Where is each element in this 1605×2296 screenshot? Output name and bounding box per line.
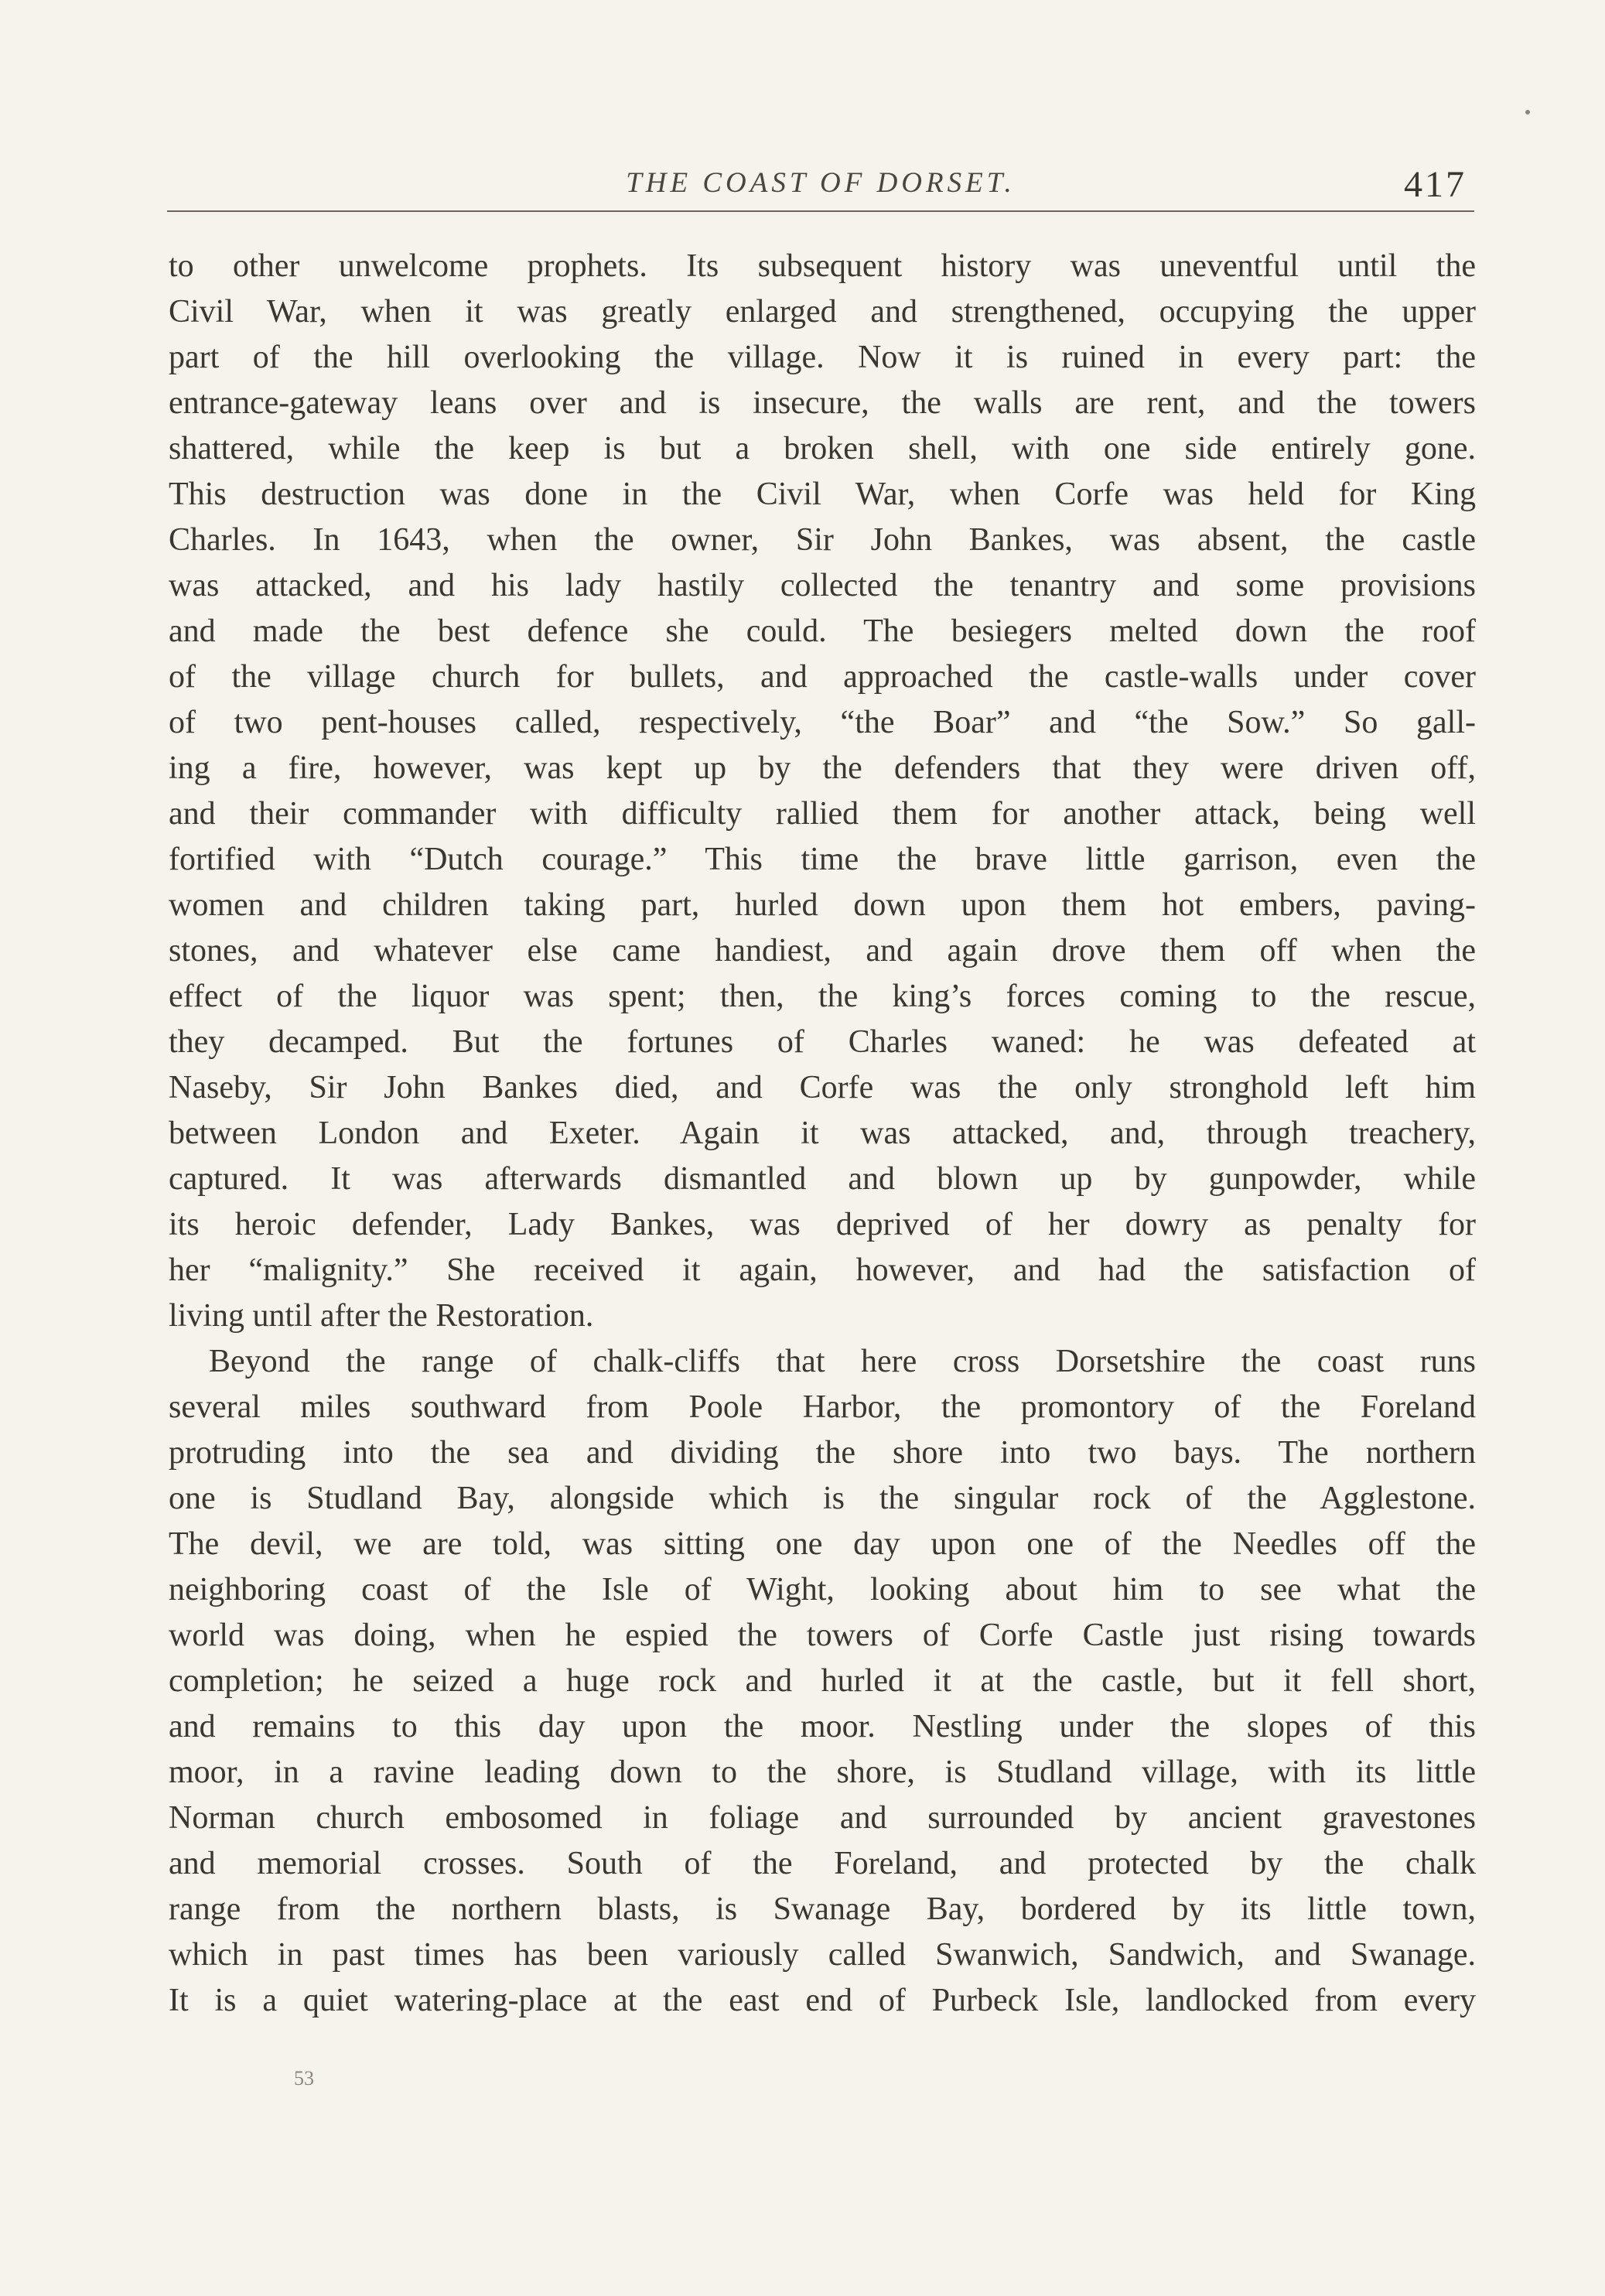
running-title: THE COAST OF DORSET.	[626, 167, 1016, 199]
text-line: between London and Exeter. Again it was attacked, and, through treachery,	[169, 1116, 1476, 1151]
body-text	[169, 244, 1476, 2069]
running-header	[167, 151, 1474, 213]
text-line: protruding into the sea and dividing the shore into two bays. The northern	[169, 1435, 1476, 1471]
signature-mark: 53	[294, 2067, 314, 2089]
text-line: entrance-gateway leans over and is insecure, the walls are rent, and the towers	[169, 385, 1476, 421]
text-line: and made the best defence she could. The besiegers melted down the roof	[169, 613, 1476, 649]
text-line: of the village church for bullets, and approached the castle-walls under cover	[169, 659, 1476, 695]
text-line: and memorial crosses. South of the Foreland, and protected by the chalk	[169, 1846, 1476, 1881]
text-line: This destruction was done in the Civil War, when Corfe was held for King	[169, 477, 1476, 512]
header-rule	[167, 210, 1474, 212]
text-line: moor, in a ravine leading down to the shore, is Studland village, with its little	[169, 1754, 1476, 1790]
text-line: It is a quiet watering-place at the east end of Purbeck Isle, landlocked from every	[169, 1983, 1476, 2018]
text-line: ing a fire, however, was kept up by the defenders that they were driven off,	[169, 750, 1476, 786]
text-line: of two pent-houses called, respectively, “the Boar” and “the Sow.” So gall-	[169, 705, 1476, 740]
text-line: effect of the liquor was spent; then, the king’s forces coming to the rescue,	[169, 979, 1476, 1014]
text-line: was attacked, and his lady hastily collected the tenantry and some provisions	[169, 568, 1476, 603]
text-line: The devil, we are told, was sitting one day upon one of the Needles off the	[169, 1526, 1476, 1562]
text-line: Charles. In 1643, when the owner, Sir John Bankes, was absent, the castle	[169, 522, 1476, 558]
text-line: range from the northern blasts, is Swanage Bay, bordered by its little town,	[169, 1891, 1476, 1927]
text-line: completion; he seized a huge rock and hurled it at the castle, but it fell short,	[169, 1663, 1476, 1699]
paragraph-start-line: Beyond the range of chalk-cliffs that here cross Dorsetshire the coast runs	[209, 1344, 1476, 1379]
text-line: and remains to this day upon the moor. Nestling under the slopes of this	[169, 1709, 1476, 1744]
text-line: her “malignity.” She received it again, however, and had the satisfaction of	[169, 1252, 1476, 1288]
text-line: which in past times has been variously called Swanwich, Sandwich, and Swanage.	[169, 1937, 1476, 1973]
text-line: Civil War, when it was greatly enlarged and strengthened, occupying the upper	[169, 294, 1476, 330]
text-line: neighboring coast of the Isle of Wight, looking about him to see what the	[169, 1572, 1476, 1608]
text-line: one is Studland Bay, alongside which is the singular rock of the Agglestone.	[169, 1481, 1476, 1516]
ink-speck	[1525, 110, 1530, 114]
text-line: women and children taking part, hurled down upon them hot embers, paving-	[169, 887, 1476, 923]
text-line: several miles southward from Poole Harbor, the promontory of the Foreland	[169, 1389, 1476, 1425]
text-line: its heroic defender, Lady Bankes, was deprived of her dowry as penalty for	[169, 1207, 1476, 1242]
text-line: and their commander with difficulty rallied them for another attack, being well	[169, 796, 1476, 832]
text-line: they decamped. But the fortunes of Charles waned: he was defeated at	[169, 1024, 1476, 1060]
page-number: 417	[1404, 164, 1467, 205]
text-line: part of the hill overlooking the village. Now it is ruined in every part: the	[169, 340, 1476, 375]
text-line: Norman church embosomed in foliage and surrounded by ancient gravestones	[169, 1800, 1476, 1836]
text-line: fortified with “Dutch courage.” This time the brave little garrison, even the	[169, 842, 1476, 877]
text-line: shattered, while the keep is but a broken shell, with one side entirely gone.	[169, 431, 1476, 466]
text-line: world was doing, when he espied the towers of Corfe Castle just rising towards	[169, 1618, 1476, 1653]
text-line: to other unwelcome prophets. Its subsequent history was uneventful until the	[169, 248, 1476, 284]
paragraph-end-line: living until after the Restoration.	[169, 1298, 594, 1334]
text-line: stones, and whatever else came handiest, and again drove them off when the	[169, 933, 1476, 969]
text-line: Naseby, Sir John Bankes died, and Corfe was the only stronghold left him	[169, 1070, 1476, 1105]
text-line: captured. It was afterwards dismantled and blown up by gunpowder, while	[169, 1161, 1476, 1197]
